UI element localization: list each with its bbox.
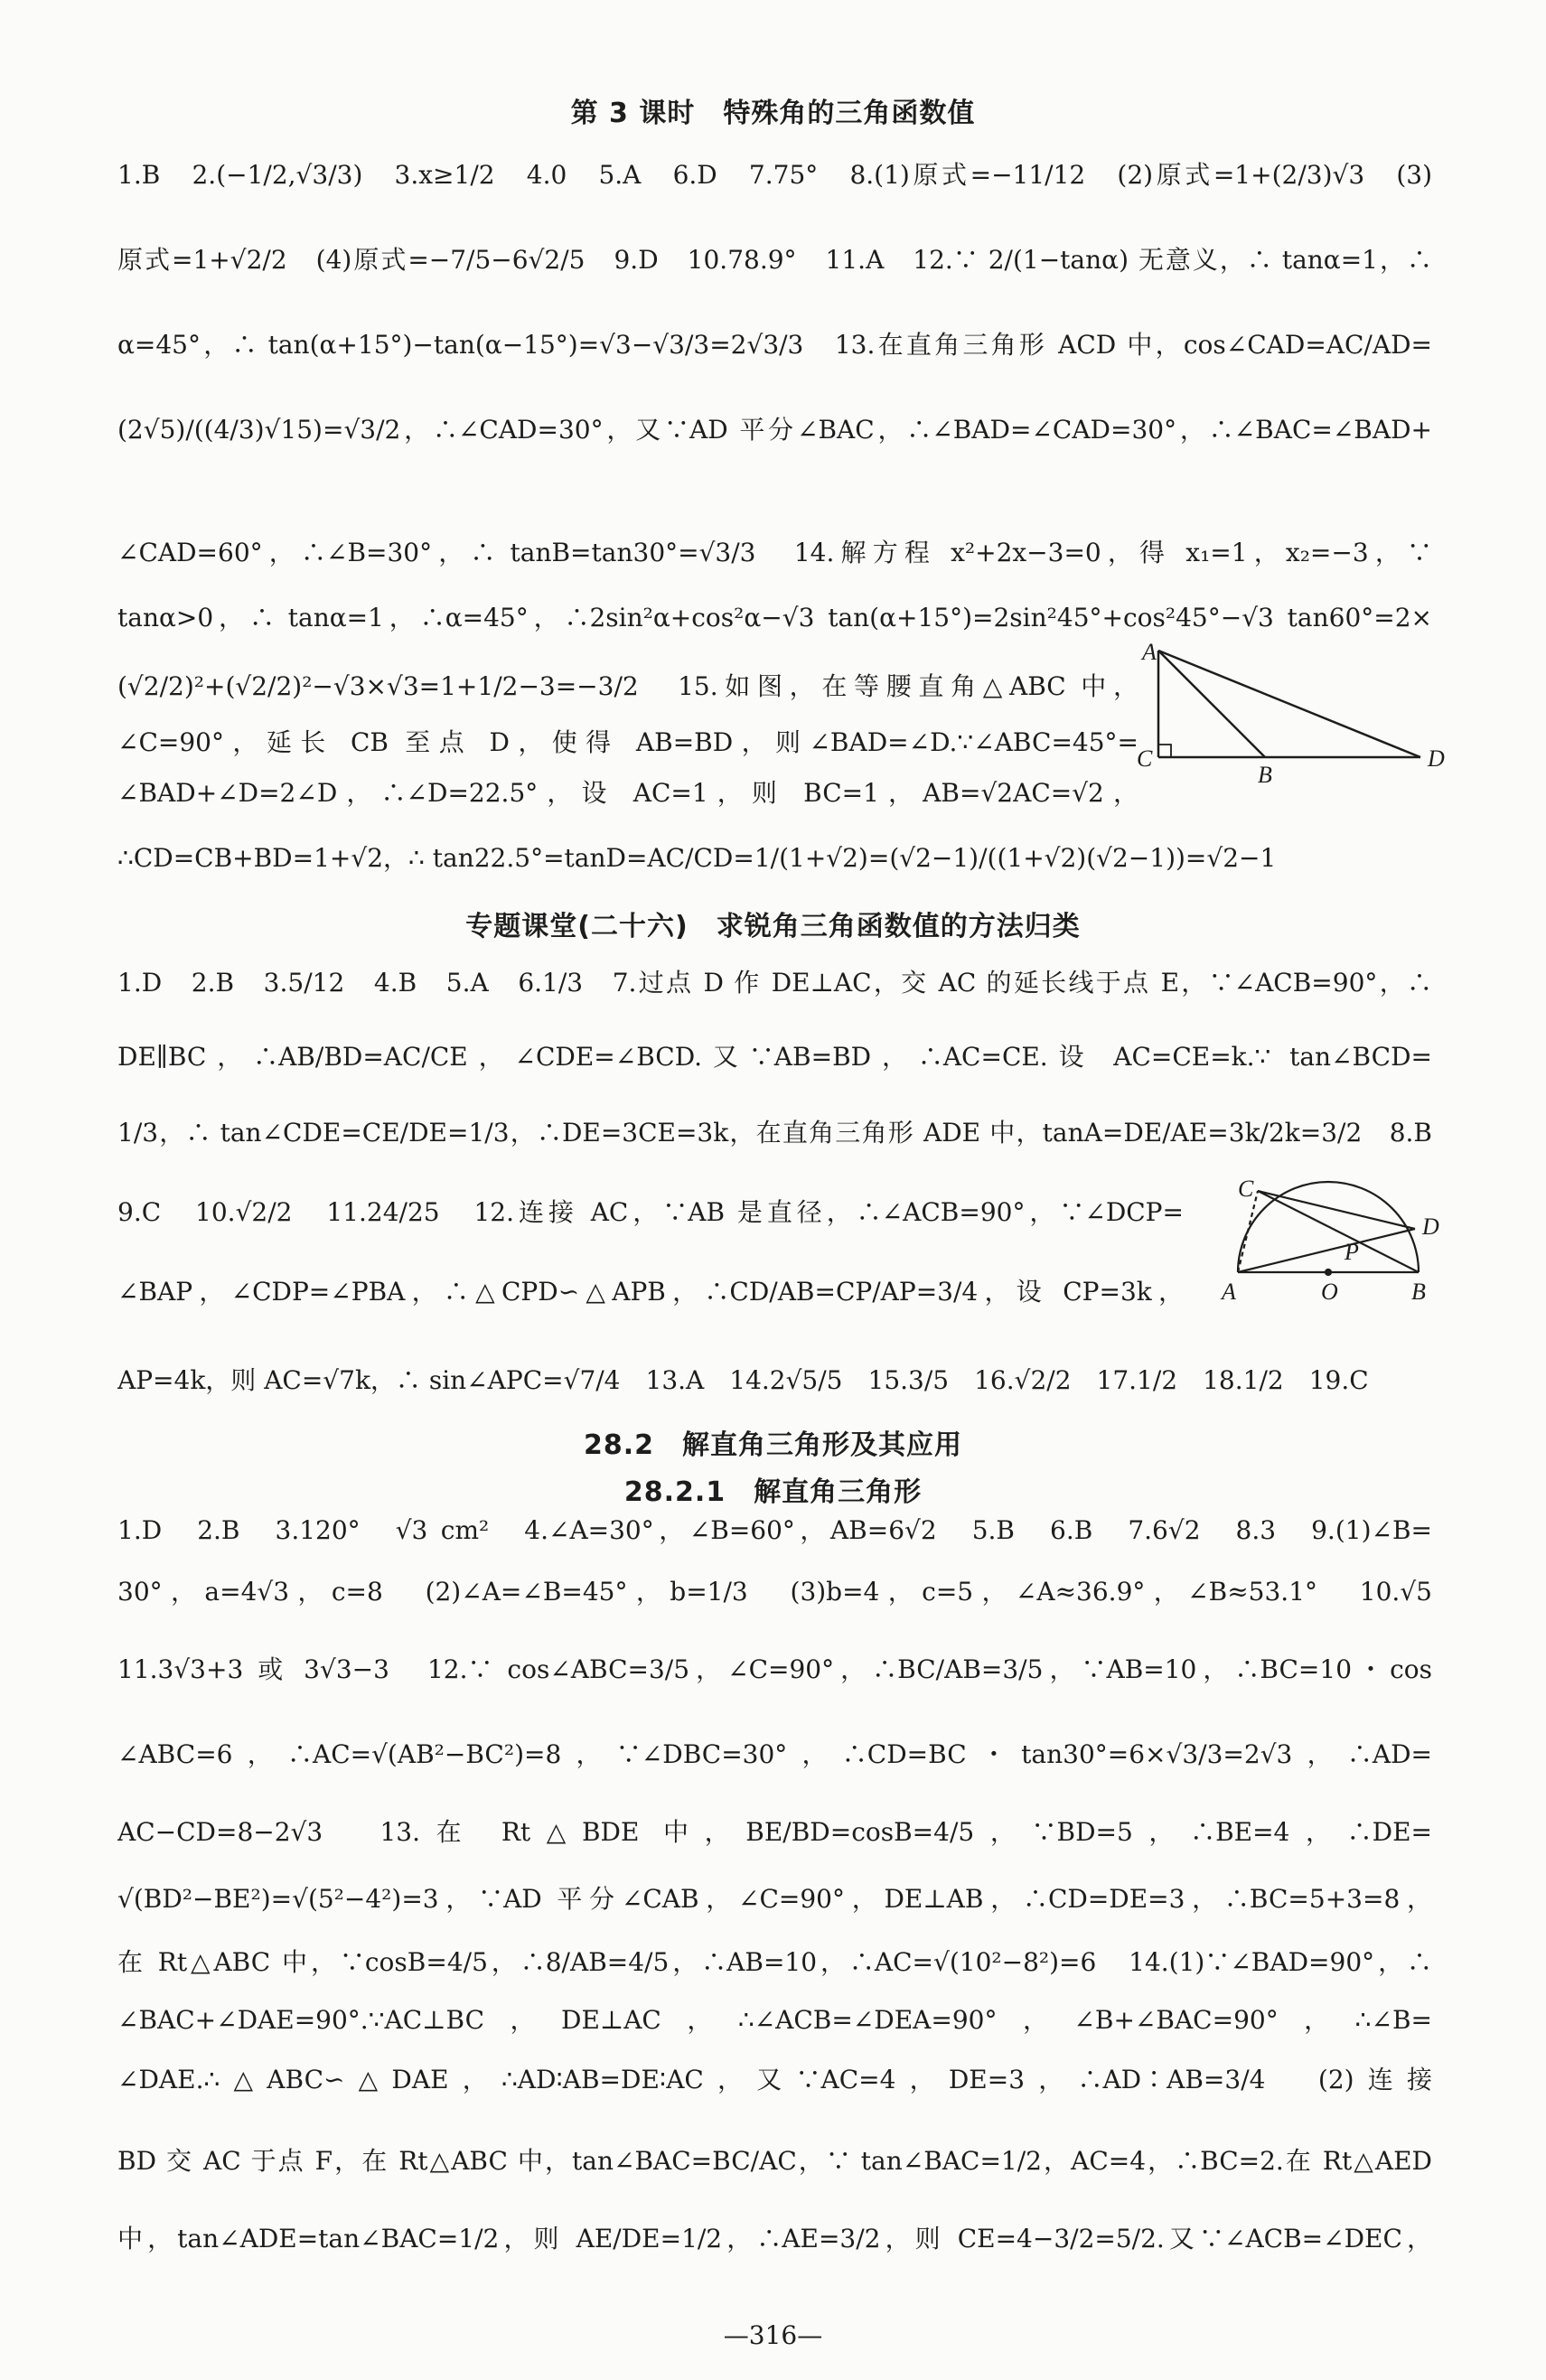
- label-d: D: [1428, 745, 1445, 772]
- text-line: ∠DAE.∴△ABC∽△DAE，∴AD∶AB=DE∶AC，又∵AC=4，DE=3，∴AD∶AB=3/4 (2)连接: [117, 2065, 1432, 2094]
- text-line: ∠BAP，∠CDP=∠PBA，∴△CPD∽△APB，∴CD/AB=CP/AP=3/4，设 CP=3k，: [117, 1277, 1184, 1307]
- text-line: 1.B 2.(−1/2,√3/3) 3.x≥1/2 4.0 5.A 6.D 7.75° 8.(1)原式=−11/12 (2)原式=1+(2/3)√3 (3): [117, 160, 1432, 190]
- text-line: 1.D 2.B 3.5/12 4.B 5.A 6.1/3 7.过点 D 作 DE⊥AC，交 AC 的延长线于点 E，∵∠ACB=90°，∴: [117, 968, 1432, 998]
- label-c: C: [1238, 1176, 1254, 1202]
- text-line: ∠C=90°，延长 CB 至点 D，使得 AB=BD，则∠BAD=∠D.∵∠ABC=45°=: [117, 727, 1138, 757]
- chord-ad: [1238, 1229, 1415, 1272]
- page-number: —316—: [723, 2320, 823, 2350]
- section-title: 28.2 解直角三角形及其应用: [583, 1429, 963, 1461]
- text-line: 原式=1+√2/2 (4)原式=−7/5−6√2/5 9.D 10.78.9° 11.A 12.∵ 2/(1−tanα) 无意义，∴ tanα=1，∴: [117, 245, 1432, 275]
- text-line: ∠CAD=60°，∴∠B=30°，∴ tanB=tan30°=√3/3 14.解方程 x²+2x−3=0，得 x₁=1，x₂=−3，∵: [117, 538, 1432, 567]
- section-subtitle: 28.2.1 解直角三角形: [623, 1476, 923, 1508]
- label-o: O: [1321, 1279, 1338, 1305]
- label-c: C: [1137, 745, 1153, 772]
- triangle-figure: [1129, 638, 1455, 782]
- section-title: 第 3 课时 特殊角的三角函数值: [570, 98, 976, 129]
- text-line: ∠ABC=6，∴AC=√(AB²−BC²)=8，∵∠DBC=30°，∴CD=BC・tan30°=6×√3/3=2√3，∴AD=: [117, 1739, 1432, 1769]
- text-line: 1.D 2.B 3.120° √3 cm² 4.∠A=30°，∠B=60°，AB=6√2 5.B 6.B 7.6√2 8.3 9.(1)∠B=: [117, 1515, 1432, 1545]
- center-o: [1326, 1270, 1331, 1275]
- text-line: 9.C 10.√2/2 11.24/25 12.连接 AC，∵AB 是直径，∴∠ACB=90°，∵∠DCP=: [117, 1197, 1184, 1227]
- text-line: DE∥BC，∴AB/BD=AC/CE，∠CDE=∠BCD.又∵AB=BD，∴AC=CE.设 AC=CE=k.∵ tan∠BCD=: [117, 1042, 1432, 1072]
- text-line: α=45°，∴ tan(α+15°)−tan(α−15°)=√3−√3/3=2√3/3 13.在直角三角形 ACD 中，cos∠CAD=AC/AD=: [117, 330, 1432, 360]
- chord-cb: [1258, 1191, 1419, 1272]
- text-line: ∠BAD+∠D=2∠D，∴∠D=22.5°，设 AC=1，则 BC=1，AB=√2AC=√2，: [117, 778, 1138, 808]
- semicircle-figure: [1211, 1175, 1446, 1319]
- text-line: AP=4k，则 AC=√7k，∴ sin∠APC=√7/4 13.A 14.2√5/5 15.3/5 16.√2/2 17.1/2 18.1/2 19.C: [117, 1365, 1369, 1395]
- label-b: B: [1411, 1279, 1426, 1305]
- text-line: AC−CD=8−2√3 13.在 Rt△BDE 中，BE/BD=cosB=4/5，∵BD=5，∴BE=4，∴DE=: [117, 1817, 1432, 1847]
- text-line: √(BD²−BE²)=√(5²−4²)=3，∵AD 平分∠CAB，∠C=90°，DE⊥AB，∴CD=DE=3，∴BC=5+3=8，: [117, 1884, 1432, 1914]
- text-line: 11.3√3+3 或 3√3−3 12.∵ cos∠ABC=3/5，∠C=90°，∴BC/AB=3/5，∵AB=10，∴BC=10・cos: [117, 1654, 1432, 1684]
- text-line: ∠BAC+∠DAE=90°.∵AC⊥BC，DE⊥AC，∴∠ACB=∠DEA=90°，∠B+∠BAC=90°，∴∠B=: [117, 2005, 1432, 2035]
- text-line: (√2/2)²+(√2/2)²−√3×√3=1+1/2−3=−3/2 15.如图，在等腰直角△ABC 中，: [117, 671, 1138, 701]
- text-line: 中，tan∠ADE=tan∠BAC=1/2，则 AE/DE=1/2，∴AE=3/2，则 CE=4−3/2=5/2.又∵∠ACB=∠DEC，: [117, 2224, 1432, 2254]
- segment-ab: [1158, 651, 1265, 757]
- text-line: 1/3，∴ tan∠CDE=CE/DE=1/3，∴DE=3CE=3k，在直角三角形 ADE 中，tanA=DE/AE=3k/2k=3/2 8.B: [117, 1118, 1432, 1148]
- dashed-ac: [1238, 1191, 1258, 1272]
- label-a: A: [1222, 1279, 1236, 1305]
- text-line: 在 Rt△ABC 中，∵cosB=4/5，∴8/AB=4/5，∴AB=10，∴AC=√(10²−8²)=6 14.(1)∵∠BAD=90°，∴: [117, 1947, 1432, 1977]
- right-angle-mark: [1158, 745, 1171, 757]
- label-p: P: [1345, 1239, 1359, 1265]
- text-line: 30°，a=4√3，c=8 (2)∠A=∠B=45°，b=1/3 (3)b=4，c=5，∠A≈36.9°，∠B≈53.1° 10.√5: [117, 1577, 1432, 1607]
- text-line: ∴CD=CB+BD=1+√2，∴ tan22.5°=tanD=AC/CD=1/(1+√2)=(√2−1)/((1+√2)(√2−1))=√2−1: [117, 843, 1277, 873]
- text-line: tanα>0，∴ tanα=1，∴α=45°，∴2sin²α+cos²α−√3 tan(α+15°)=2sin²45°+cos²45°−√3 tan60°=2×: [117, 603, 1432, 632]
- chord-cd: [1258, 1191, 1415, 1229]
- section-title: 专题课堂(二十六) 求锐角三角函数值的方法归类: [465, 911, 1081, 942]
- label-d: D: [1422, 1213, 1439, 1240]
- label-b: B: [1258, 762, 1272, 782]
- text-line: (2√5)/((4/3)√15)=√3/2，∴∠CAD=30°，又∵AD 平分∠BAC，∴∠BAD=∠CAD=30°，∴∠BAC=∠BAD+: [117, 415, 1432, 445]
- segment-ad: [1158, 651, 1420, 757]
- text-line: BD 交 AC 于点 F，在 Rt△ABC 中，tan∠BAC=BC/AC，∵ tan∠BAC=1/2，AC=4，∴BC=2.在 Rt△AED: [117, 2146, 1432, 2176]
- label-a: A: [1142, 639, 1157, 665]
